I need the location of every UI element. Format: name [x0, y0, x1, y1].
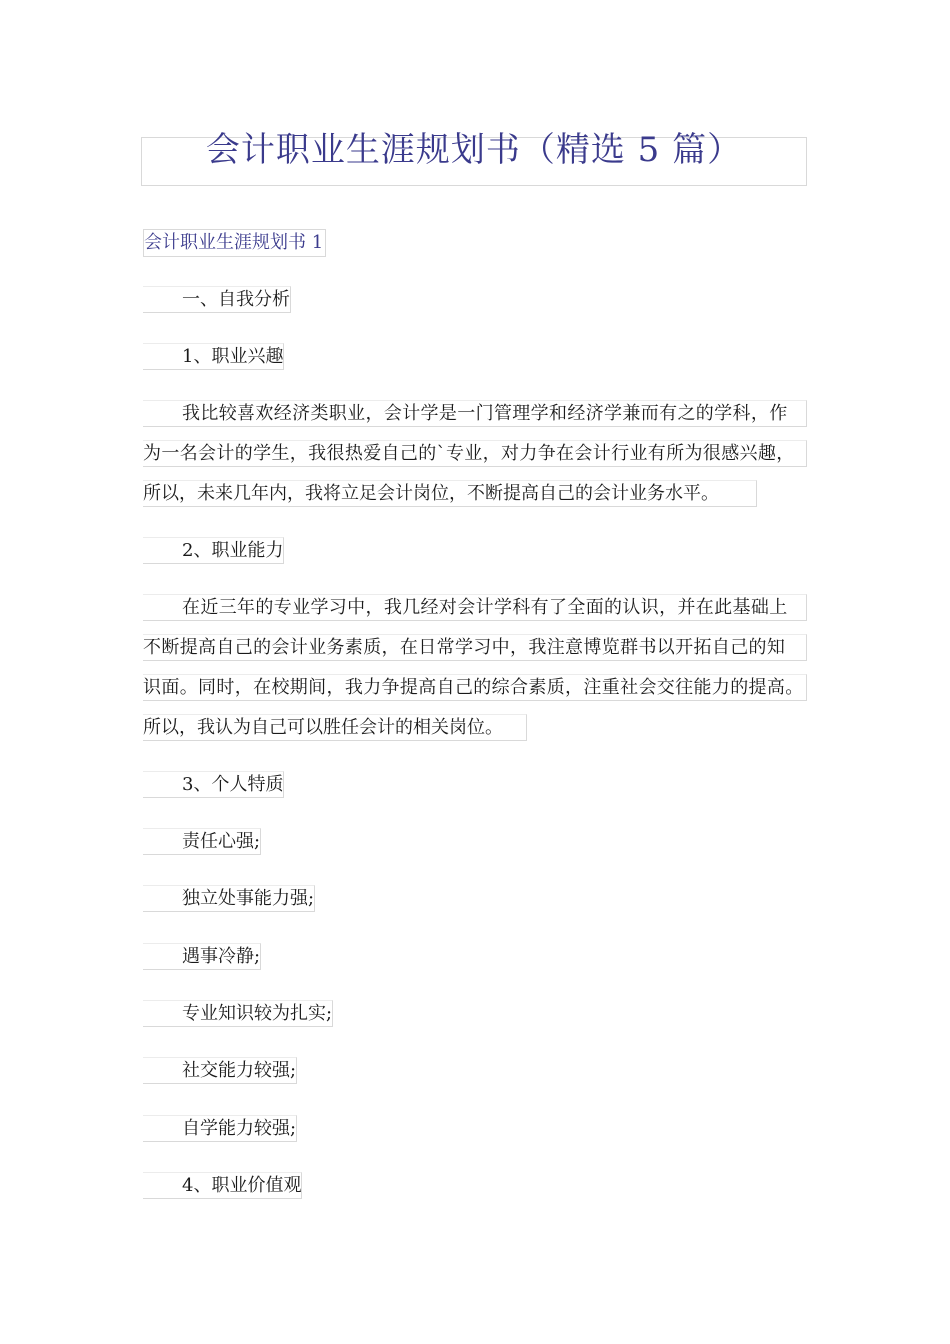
paragraph-line: 在近三年的专业学习中，我几经对会计学科有了全面的认识，并在此基础上 [143, 594, 807, 621]
heading-traits: 3、个人特质 [143, 771, 284, 798]
section-title: 会计职业生涯规划书 1 [143, 229, 326, 257]
trait-item: 责任心强; [143, 828, 261, 855]
paragraph-line: 为一名会计的学生，我很热爱自己的`专业，对力争在会计行业有所为很感兴趣， [143, 440, 807, 467]
heading-interest: 1、职业兴趣 [143, 343, 284, 370]
paragraph-line: 所以，未来几年内，我将立足会计岗位，不断提高自己的会计业务水平。 [143, 480, 757, 507]
paragraph-line: 识面。同时，在校期间，我力争提高自己的综合素质，注重社会交往能力的提高。 [143, 674, 807, 701]
trait-item: 专业知识较为扎实; [143, 1000, 333, 1027]
paragraph-line: 我比较喜欢经济类职业，会计学是一门管理学和经济学兼而有之的学科，作 [143, 400, 807, 427]
paragraph-line: 所以，我认为自己可以胜任会计的相关岗位。 [143, 714, 527, 741]
heading-self-analysis: 一、自我分析 [143, 286, 291, 313]
heading-ability: 2、职业能力 [143, 537, 284, 564]
document-title: 会计职业生涯规划书（精选 5 篇） [205, 130, 743, 170]
heading-values: 4、职业价值观 [143, 1172, 302, 1199]
trait-item: 自学能力较强; [143, 1115, 297, 1142]
trait-item: 独立处事能力强; [143, 885, 315, 912]
trait-item: 社交能力较强; [143, 1057, 297, 1084]
paragraph-line: 不断提高自己的会计业务素质，在日常学习中，我注意博览群书以开拓自己的知 [143, 634, 807, 661]
trait-item: 遇事冷静; [143, 943, 261, 970]
